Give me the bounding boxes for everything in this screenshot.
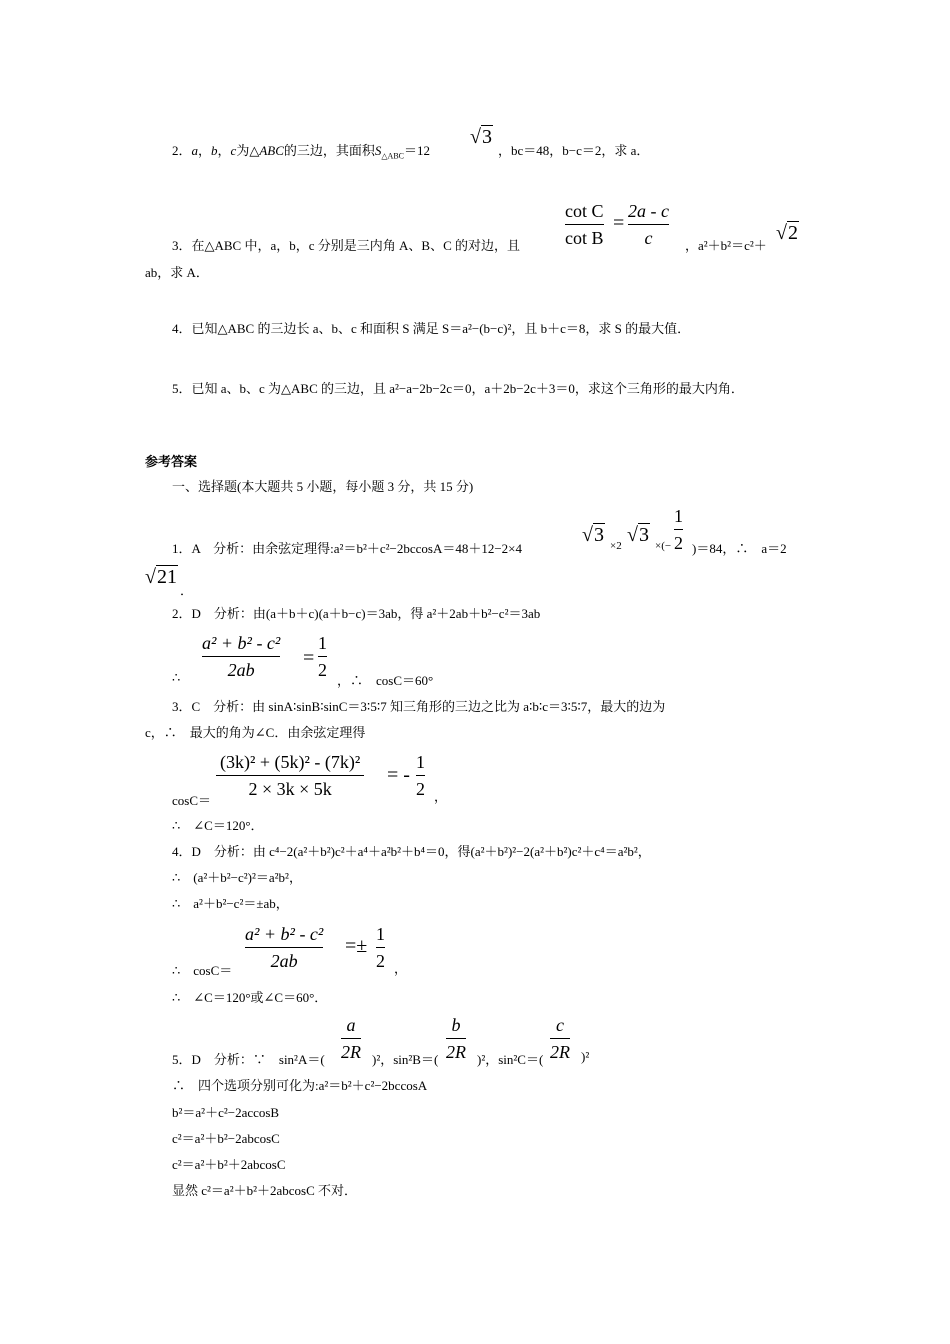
fraction-bar	[202, 656, 280, 657]
denominator: 2	[416, 779, 425, 799]
equals-sign: =	[303, 647, 315, 669]
denominator: 2R	[341, 1042, 361, 1062]
equals-sign: =	[613, 212, 625, 234]
answer-3-line3: ∴ ∠C＝120°．	[172, 818, 264, 833]
fraction-half	[376, 923, 385, 972]
fraction-bar	[341, 1038, 361, 1039]
fraction-bar	[416, 775, 425, 776]
answer-5-line3: b²＝a²＋c²−2accosB	[172, 1105, 280, 1120]
answer-5-mid1: )²，sin²B＝(	[372, 1052, 439, 1067]
fraction-cos	[202, 632, 280, 681]
problem-2-prefix: 2．	[172, 143, 192, 158]
fraction-bar	[245, 947, 323, 948]
sqrt-3: √3	[582, 524, 604, 546]
numerator: a	[346, 1015, 356, 1035]
numerator: 1	[674, 506, 683, 526]
numerator: 1	[376, 924, 385, 944]
problem-3-tail: ，a²＋b²＝c²＋	[685, 238, 767, 253]
text: 为△	[236, 143, 260, 158]
numerator: (3k)² + (5k)² - (7k)²	[220, 752, 361, 772]
answer-5-line5: c²＝a²＋b²＋2abcosC	[172, 1157, 286, 1172]
section-title: 一、选择题(本大题共 5 小题，每小题 3 分，共 15 分)	[172, 479, 474, 494]
numerator: a² + b² - c²	[202, 633, 281, 653]
answer-5-mid2: )²，sin²C＝(	[477, 1052, 544, 1067]
var-s: S	[374, 143, 382, 158]
fraction-bar	[376, 947, 385, 948]
plus-minus-equals: =±	[345, 935, 368, 957]
answer-4-line4: ∴ ∠C＝120°或∠C＝60°．	[172, 990, 328, 1005]
fraction-a-2r	[341, 1014, 361, 1063]
times-neg: ×(−	[655, 540, 672, 552]
var-c: c	[230, 143, 237, 158]
numerator: 2a - c	[628, 201, 669, 221]
sqrt-3: √3	[627, 524, 649, 546]
answer-4-line1: 4．D 分析：由 c⁴−2(a²＋b²)c²＋a⁴＋a²b²＋b⁴＝0，得(a²＋b²)²−2(a²＋b²)c²＋c⁴＝a²b²，	[172, 844, 651, 859]
var-a: a	[191, 143, 199, 158]
problem-3-line2: ab，求 A．	[145, 265, 209, 280]
answer-2-line1: 2．D 分析：由(a＋b＋c)(a＋b−c)＝3ab，得 a²＋2ab＋b²−c²＝3ab	[172, 606, 541, 621]
denominator: 2 × 3k × 5k	[248, 779, 332, 799]
numerator: c	[556, 1015, 564, 1035]
numerator: a² + b² - c²	[245, 924, 324, 944]
fraction-cot	[565, 200, 604, 249]
fraction-bar	[565, 224, 604, 225]
numerator: cot C	[565, 201, 604, 221]
fraction-bar	[446, 1038, 466, 1039]
fraction-b-2r	[446, 1014, 466, 1063]
sqrt-3: √3	[470, 126, 492, 148]
numerator: 1	[416, 752, 425, 772]
subscript: △ABC	[381, 151, 405, 161]
times-2: ×2	[610, 540, 622, 552]
fraction-bar	[674, 529, 683, 530]
answer-2-tail: ，∴ cosC＝60°	[337, 673, 434, 688]
denominator: 2R	[550, 1042, 570, 1062]
denominator: c	[644, 228, 653, 248]
denominator: 2	[674, 533, 683, 553]
triangle-name: ABC	[259, 143, 284, 158]
denominator: 2ab	[270, 951, 298, 971]
answer-5-end: )²	[581, 1049, 590, 1064]
answer-1-after: )＝84，∴ a＝2	[692, 541, 787, 556]
equals-sign: = -	[387, 764, 410, 786]
fraction-bar	[216, 775, 364, 776]
cos-label: ∴ cosC＝	[172, 963, 233, 978]
fraction-half	[416, 751, 425, 800]
denominator: 2R	[446, 1042, 466, 1062]
comma: ，	[198, 143, 212, 158]
var-b: b	[211, 143, 218, 158]
comma: ，	[217, 143, 231, 158]
text: 的三边，其面积	[283, 143, 375, 158]
fraction-bar	[628, 224, 669, 225]
comma: ，	[434, 789, 448, 804]
problem-3-line1: 3．在△ABC 中，a，b，c 分别是三内角 A、B、C 的对边，且	[172, 238, 520, 253]
therefore: ∴	[172, 670, 181, 685]
fraction-half	[674, 505, 683, 554]
answer-4-line2: ∴ (a²＋b²−c²)²＝a²b²，	[172, 870, 302, 885]
denominator: 2	[318, 660, 327, 680]
comma: ，	[394, 961, 408, 976]
sqrt-21: √21	[145, 566, 177, 588]
answers-heading: 参考答案	[145, 454, 198, 469]
problem-4: 4．已知△ABC 的三边长 a、b、c 和面积 S 满足 S＝a²−(b−c)²，且 b＋c＝8，求 S 的最大值．	[172, 321, 691, 336]
denominator: 2ab	[227, 660, 255, 680]
numerator: b	[451, 1015, 461, 1035]
denominator: 2	[376, 951, 385, 971]
answer-5-lead: 5．D 分析：∵ sin²A＝(	[172, 1052, 325, 1067]
fraction-bar	[550, 1038, 570, 1039]
answer-4-line3: ∴ a²＋b²−c²＝±ab，	[172, 896, 289, 911]
answer-5-line6: 显然 c²＝a²＋b²＋2abcosC 不对．	[172, 1183, 358, 1198]
problem-2	[172, 140, 430, 161]
fraction-c-2r	[550, 1014, 570, 1063]
fraction-bar	[318, 656, 327, 657]
problem-2-rest: ，bc＝48，b−c＝2，求 a．	[498, 143, 650, 158]
answer-1-end: ．	[180, 583, 194, 598]
answer-3-line2: c，∴ 最大的角为∠C．由余弦定理得	[145, 725, 366, 740]
sqrt-2: √2	[776, 222, 798, 244]
problem-5: 5．已知 a、b、c 为△ABC 的三边，且 a²−a−2b−2c＝0，a＋2b−2c＋3＝0，求这个三角形的最大内角．	[172, 381, 744, 396]
answer-5-line2: ∴ 四个选项分别可化为:a²＝b²＋c²−2bccosA	[172, 1078, 428, 1093]
fraction-half	[318, 632, 327, 681]
fraction-cos	[245, 923, 323, 972]
text: ＝12	[404, 143, 431, 158]
denominator: cot B	[565, 228, 604, 248]
answer-5-line4: c²＝a²＋b²−2abcosC	[172, 1131, 280, 1146]
answer-3-line1: 3．C 分析：由 sinA∶sinB∶sinC＝3∶5∶7 知三角形的三边之比为 a∶b∶c＝3∶5∶7，最大的边为	[172, 699, 666, 714]
fraction-2a-c	[628, 200, 669, 249]
answer-1-text: 1．A 分析：由余弦定理得:a²＝b²＋c²−2bccosA＝48＋12−2×4	[172, 541, 522, 556]
cos-label: cosC＝	[172, 793, 212, 808]
numerator: 1	[318, 633, 327, 653]
fraction-cos-c	[216, 751, 364, 800]
